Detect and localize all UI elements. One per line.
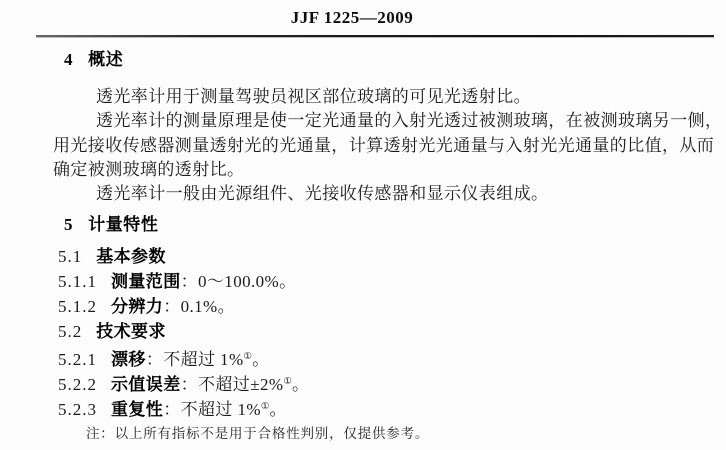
section-title: 计量特性 bbox=[88, 215, 159, 234]
clause-number: 5.1.2 bbox=[58, 297, 97, 316]
overview-paragraph-3: 透光率计一般由光源组件、光接收传感器和显示仪表组成。 bbox=[96, 184, 549, 203]
clause-label: 基本参数 bbox=[96, 247, 166, 266]
clause-value: ：0～100.0%。 bbox=[180, 272, 297, 291]
section-heading-overview bbox=[64, 51, 123, 69]
clause-value: ：不超过±2% bbox=[180, 375, 284, 394]
section-title: 概述 bbox=[88, 50, 124, 69]
clause-value: ：不超过 1% bbox=[145, 350, 244, 369]
clause-row-5-1-2 bbox=[58, 298, 235, 316]
clause-label: 分辨力 bbox=[111, 297, 164, 316]
clause-number: 5.2.2 bbox=[58, 375, 97, 394]
section-heading-metrology bbox=[64, 216, 159, 234]
clause-period: 。 bbox=[269, 400, 287, 419]
overview-paragraph-2-line-2: 用光接收传感器测量透射光的光通量，计算透射光光通量与入射光光通量的比值，从而 bbox=[53, 136, 715, 155]
footnote-marker: ① bbox=[260, 402, 270, 412]
clause-number: 5.2 bbox=[58, 322, 83, 341]
section-number: 5 bbox=[64, 215, 74, 234]
clause-row-5-1 bbox=[58, 248, 166, 266]
clause-row-5-2-3 bbox=[58, 398, 287, 419]
footnote-marker: ① bbox=[283, 377, 292, 387]
section-number: 4 bbox=[64, 50, 74, 69]
clause-period: 。 bbox=[252, 350, 270, 369]
footnote-marker: ① bbox=[243, 352, 253, 362]
clause-row-5-2-1 bbox=[58, 348, 269, 369]
clause-row-5-2 bbox=[58, 323, 166, 341]
clause-value: ：不超过 1% bbox=[163, 400, 261, 419]
clause-period: 。 bbox=[291, 375, 310, 394]
clause-label: 测量范围 bbox=[111, 272, 181, 291]
clause-label: 示值误差 bbox=[111, 375, 181, 394]
overview-paragraph-2-line-3: 确定被测玻璃的透射比。 bbox=[53, 160, 245, 179]
overview-paragraph-1: 透光率计用于测量驾驶员视区部位玻璃的可见光透射比。 bbox=[96, 87, 531, 106]
clause-row-5-2-2 bbox=[58, 373, 309, 394]
clause-label: 技术要求 bbox=[96, 322, 166, 341]
clause-number: 5.2.3 bbox=[58, 400, 97, 419]
header-rule-divider bbox=[36, 35, 714, 37]
clause-row-5-1-1 bbox=[58, 273, 297, 291]
document-code: JJF 1225—2009 bbox=[290, 8, 414, 27]
clause-label: 漂移 bbox=[111, 350, 146, 369]
clause-number: 5.1.1 bbox=[58, 272, 97, 291]
clause-number: 5.2.1 bbox=[58, 350, 97, 369]
overview-paragraph-2-line-1: 透光率计的测量原理是使一定光通量的入射光透过被测玻璃，在被测玻璃另一侧， bbox=[96, 111, 723, 130]
note-line: 注：以上所有指标不是用于合格性判别，仅提供参考。 bbox=[86, 426, 430, 441]
clause-number: 5.1 bbox=[58, 247, 83, 266]
clause-value: ：0.1%。 bbox=[163, 297, 236, 316]
clause-label: 重复性 bbox=[111, 400, 164, 419]
